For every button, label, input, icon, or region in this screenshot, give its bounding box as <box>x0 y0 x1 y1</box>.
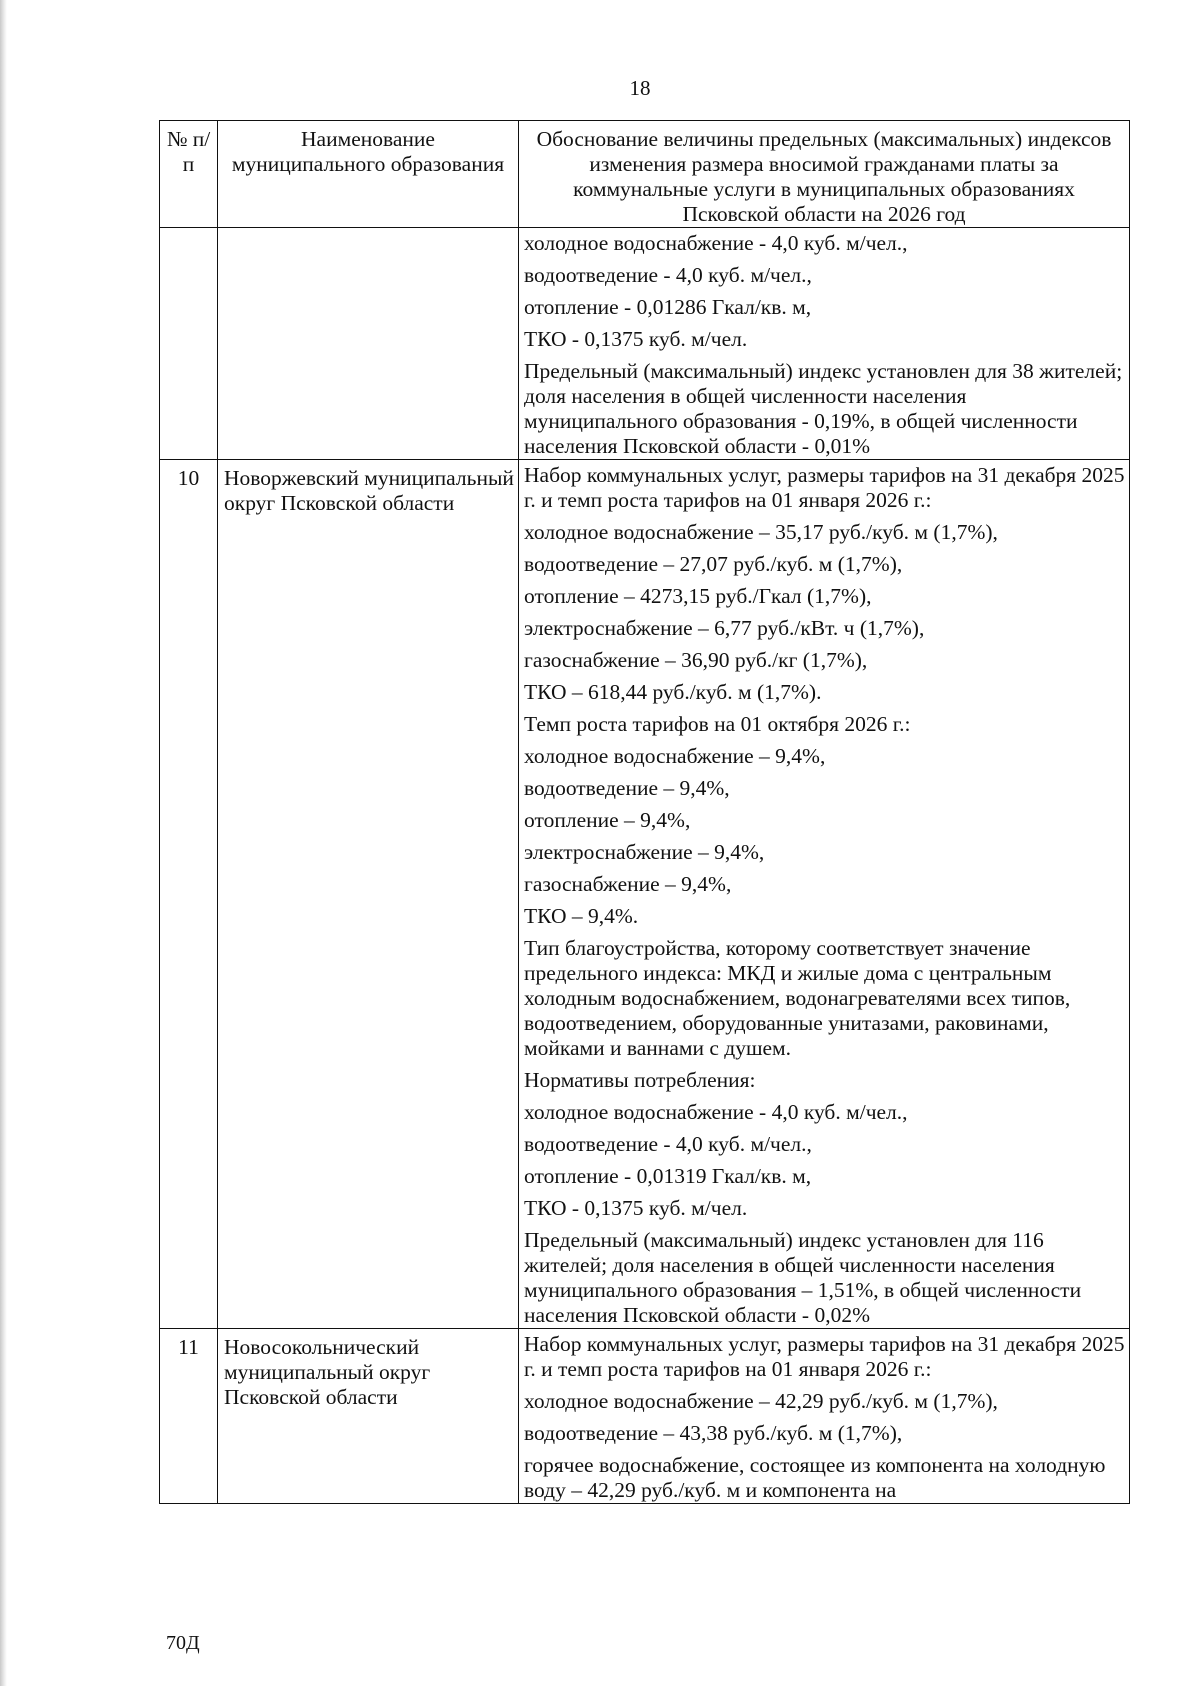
basis-content <box>519 460 1130 1329</box>
basis-paragraph: ТКО – 9,4%. <box>524 904 639 928</box>
row-number <box>160 228 218 460</box>
basis-paragraph: холодное водоснабжение – 35,17 руб./куб. м (1,7%), <box>524 520 998 544</box>
basis-content <box>519 1329 1130 1504</box>
basis-paragraph: отопление – 4273,15 руб./Гкал (1,7%), <box>524 584 872 608</box>
basis-paragraph: водоотведение – 9,4%, <box>524 776 730 800</box>
basis-paragraph: водоотведение - 4,0 куб. м/чел., <box>524 263 812 287</box>
basis-paragraph: водоотведение – 43,38 руб./куб. м (1,7%), <box>524 1421 903 1445</box>
basis-paragraph: газоснабжение – 36,90 руб./кг (1,7%), <box>524 648 868 672</box>
basis-content <box>519 228 1130 460</box>
basis-paragraph: Набор коммунальных услуг, размеры тарифов на 31 декабря 2025 г. и темп роста тарифов на 01 января 2026 г.: <box>524 463 1125 512</box>
row-number: 10 <box>160 460 218 1329</box>
basis-paragraph: горячее водоснабжение, состоящее из компонента на холодную воду – 42,29 руб./куб. м и компонента на <box>524 1453 1106 1502</box>
header-number: № п/п <box>160 121 218 228</box>
header-basis: Обоснование величины предельных (максимальных) индексов изменения размера вносимой гражданами платы за коммунальные услуги в муниципальных образованиях Псковской области на 2026 год <box>519 121 1130 228</box>
basis-paragraph: отопление – 9,4%, <box>524 808 691 832</box>
tariff-table <box>159 120 1130 1504</box>
municipality-name <box>218 228 519 460</box>
table-body <box>160 228 1130 1504</box>
basis-paragraph: электроснабжение – 9,4%, <box>524 840 765 864</box>
basis-paragraph: Темп роста тарифов на 01 октября 2026 г.: <box>524 712 911 736</box>
basis-paragraph: ТКО – 618,44 руб./куб. м (1,7%). <box>524 680 822 704</box>
scan-edge <box>0 0 7 1686</box>
table-row <box>160 1329 1130 1504</box>
basis-paragraph: холодное водоснабжение – 42,29 руб./куб. м (1,7%), <box>524 1389 998 1413</box>
basis-paragraph: Предельный (максимальный) индекс установлен для 116 жителей; доля населения в общей численности населения муниципального образования – 1,51%, в общей численности населения Псковской области - 0,02% <box>524 1228 1082 1327</box>
table-header-row <box>160 121 1130 228</box>
basis-paragraph: Предельный (максимальный) индекс установлен для 38 жителей; доля населения в общей численности населения муниципального образования - 0,19%, в общей численности населения Псковской области - 0,01% <box>524 359 1123 458</box>
table-row <box>160 460 1130 1329</box>
basis-paragraph: холодное водоснабжение - 4,0 куб. м/чел., <box>524 1100 908 1124</box>
table-row <box>160 228 1130 460</box>
basis-paragraph: холодное водоснабжение - 4,0 куб. м/чел., <box>524 231 908 255</box>
basis-paragraph: водоотведение – 27,07 руб./куб. м (1,7%), <box>524 552 903 576</box>
basis-paragraph: Тип благоустройства, которому соответствует значение предельного индекса: МКД и жилые дома с центральным холодным водоснабжением, водонагревателями всех типов, водоотведением, оборудованные унитазами, раковинами, мойками и ваннами с душем. <box>524 936 1071 1060</box>
row-number: 11 <box>160 1329 218 1504</box>
document-code: 70Д <box>166 1632 200 1654</box>
basis-paragraph: холодное водоснабжение – 9,4%, <box>524 744 826 768</box>
basis-paragraph: ТКО - 0,1375 куб. м/чел. <box>524 1196 748 1220</box>
basis-paragraph: Набор коммунальных услуг, размеры тарифов на 31 декабря 2025 г. и темп роста тарифов на 01 января 2026 г.: <box>524 1332 1125 1381</box>
basis-paragraph: водоотведение - 4,0 куб. м/чел., <box>524 1132 812 1156</box>
basis-paragraph: ТКО - 0,1375 куб. м/чел. <box>524 327 748 351</box>
page-number: 18 <box>629 76 651 100</box>
municipality-name: Новосокольнический муниципальный округ Псковской области <box>218 1329 519 1504</box>
municipality-name: Новоржевский муниципальный округ Псковской области <box>218 460 519 1329</box>
basis-paragraph: отопление - 0,01286 Гкал/кв. м, <box>524 295 812 319</box>
basis-paragraph: газоснабжение – 9,4%, <box>524 872 732 896</box>
basis-paragraph: отопление - 0,01319 Гкал/кв. м, <box>524 1164 812 1188</box>
header-municipality-name: Наименование муниципального образования <box>218 121 519 228</box>
basis-paragraph: Нормативы потребления: <box>524 1068 756 1092</box>
basis-paragraph: электроснабжение – 6,77 руб./кВт. ч (1,7%), <box>524 616 925 640</box>
